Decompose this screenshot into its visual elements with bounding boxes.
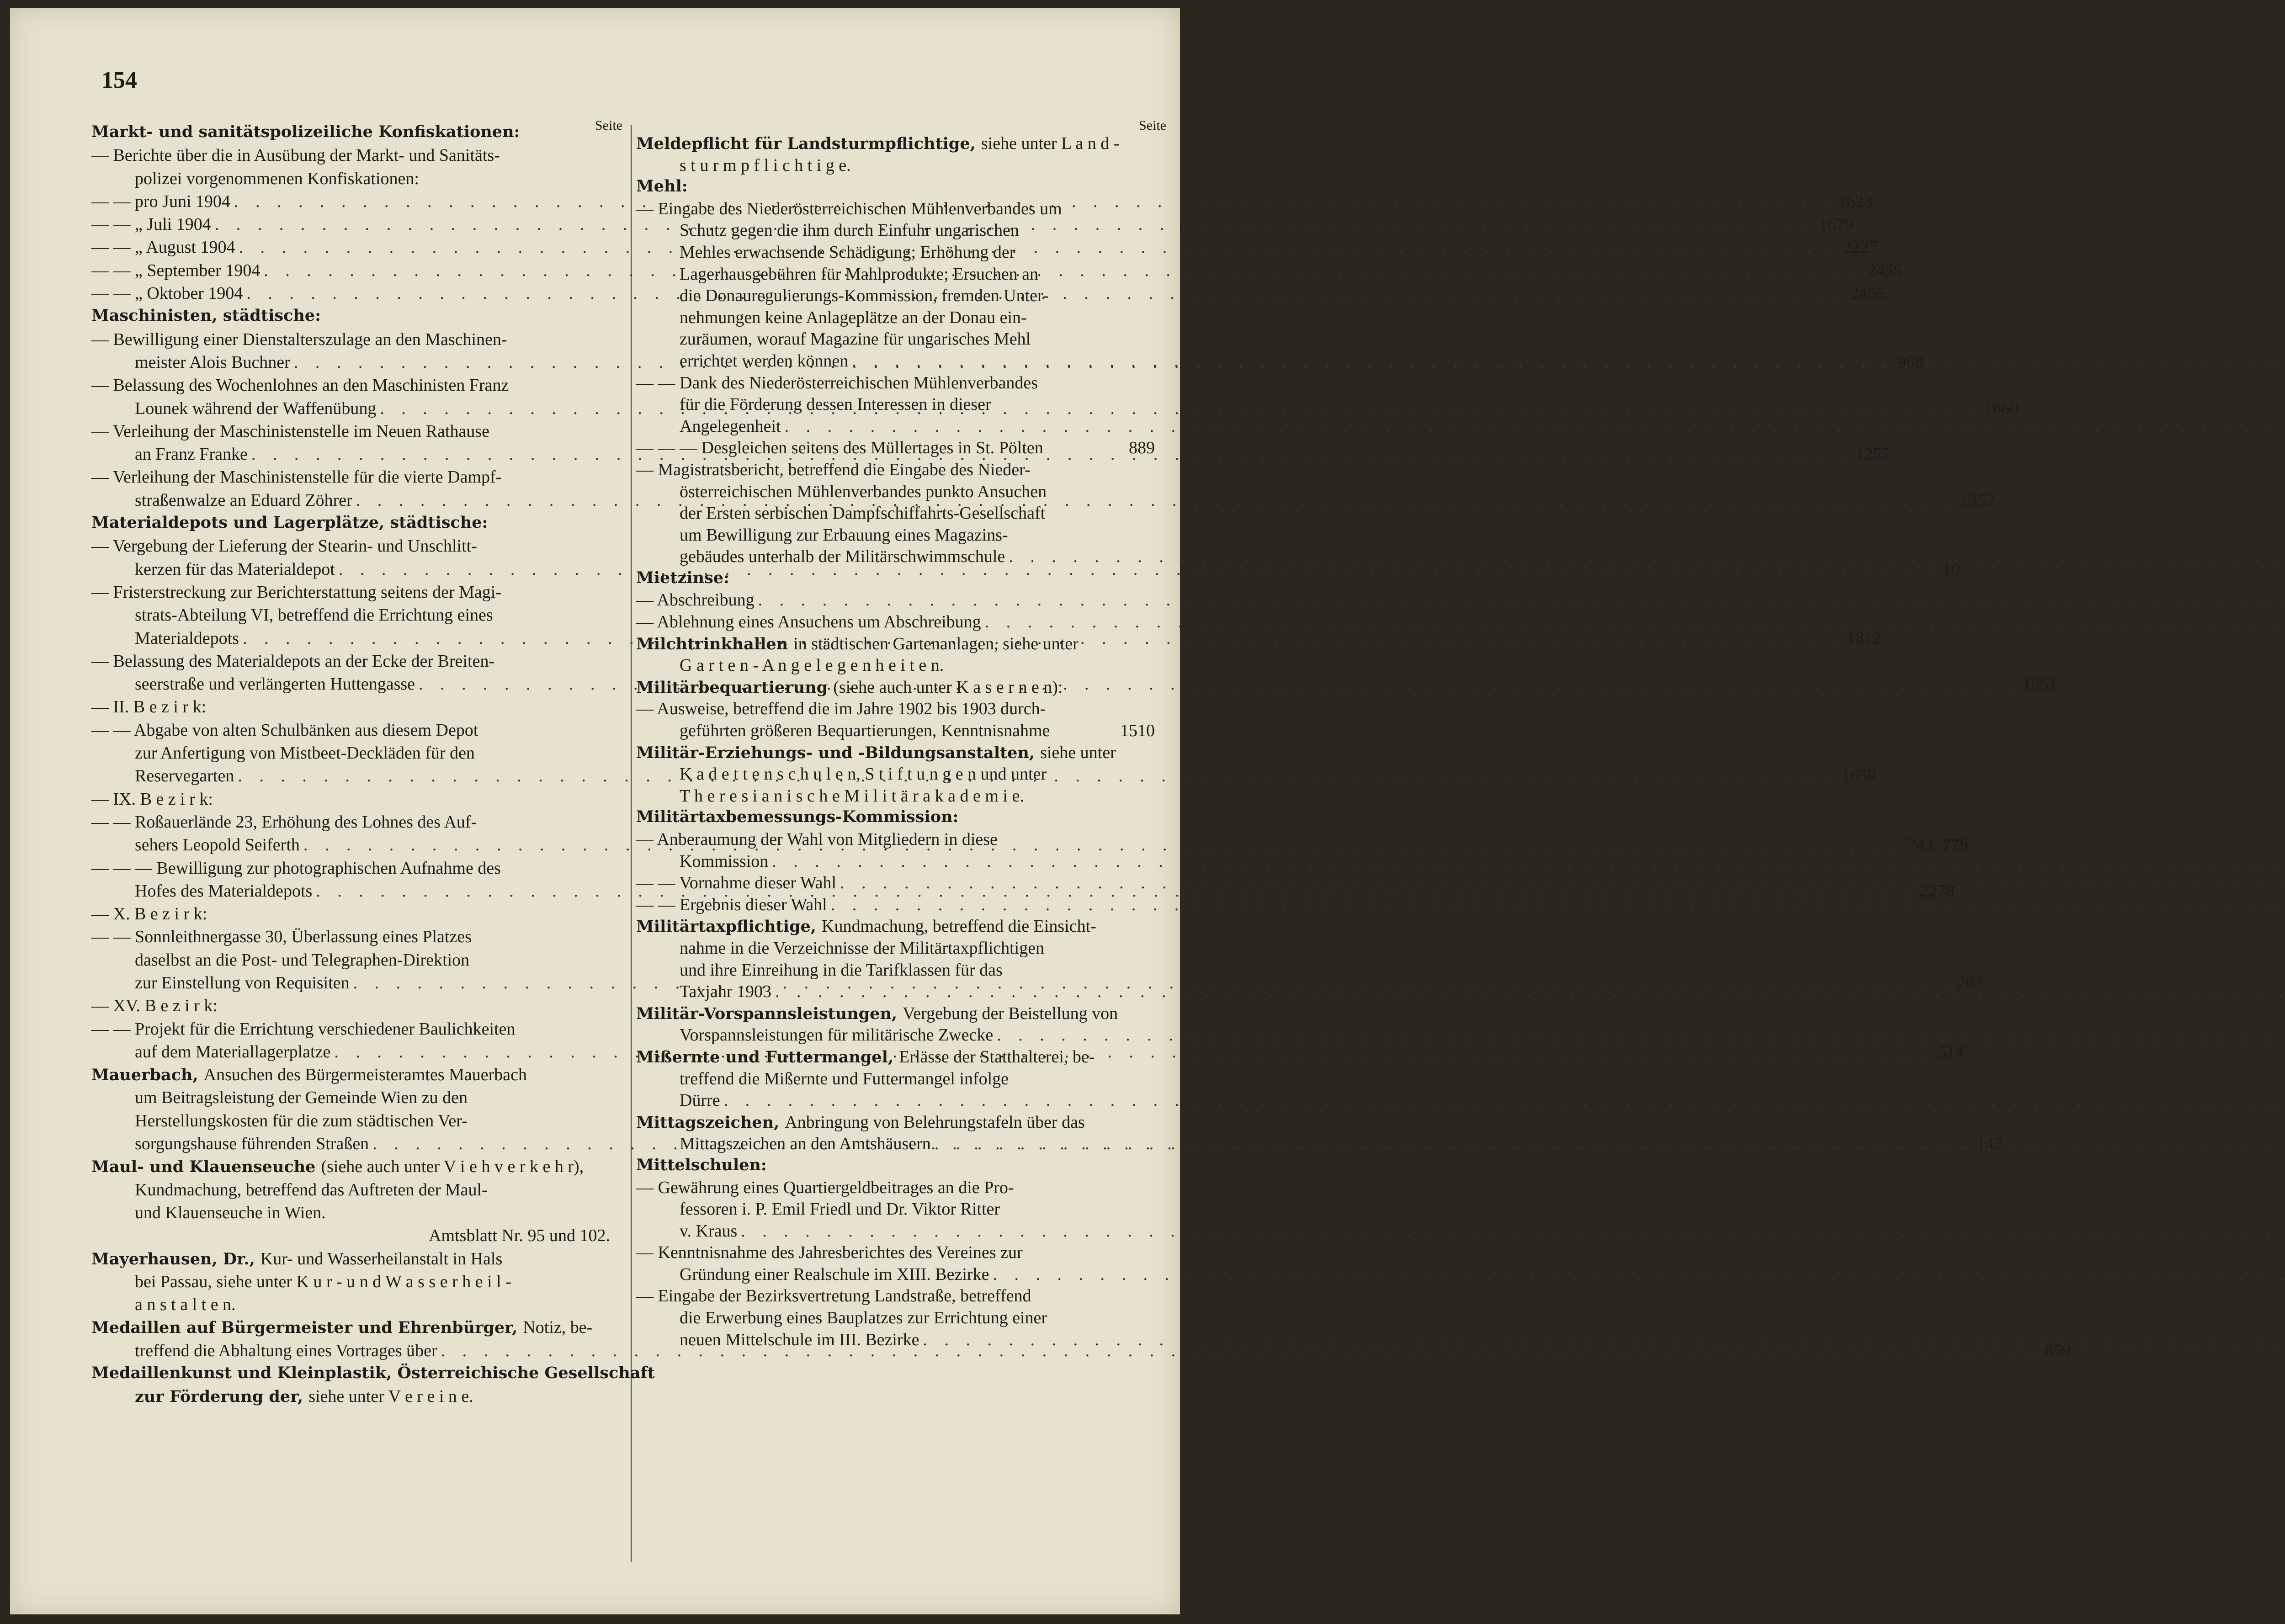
entry-text: — Verleihung der Maschinistenstelle im Neuen Rathause <box>91 421 489 441</box>
entry-heading: Militär-Vorspannsleistungen, <box>636 1004 898 1023</box>
entry-text: — — Abgabe von alten Schulbänken aus diesem Depot <box>91 720 478 740</box>
index-heading-line <box>91 1157 610 1179</box>
entry-heading: Mittagszeichen, <box>636 1113 780 1132</box>
index-entry-line <box>636 1308 1155 1330</box>
index-entry-line <box>636 1330 1155 1352</box>
entry-heading: Milchtrinkhallen <box>636 634 788 653</box>
index-heading-line <box>636 1003 1155 1025</box>
index-entry-line <box>636 286 1155 308</box>
entry-text: Kundmachung, betreffend das Auftreten der Maul- <box>135 1180 488 1199</box>
entry-text: Amtsblatt Nr. 95 und 102. <box>429 1226 610 1246</box>
entry-text: Kur- und Wasserheilanstalt in Hals <box>260 1249 503 1268</box>
entry-text: Ansuchen des Bürgermeisteramtes Mauerbach <box>203 1065 527 1085</box>
entry-text: — IX. B e z i r k: <box>91 789 213 809</box>
entry-text: — X. B e z i r k: <box>91 904 207 924</box>
entry-text: T h e r e s i a n i s c h e M i l i t ä r a k a d e m i e. <box>680 786 1024 806</box>
entry-text: für die Förderung dessen Interessen in dieser <box>680 395 991 414</box>
index-entry-line <box>636 1134 1155 1156</box>
index-entry-line <box>636 220 1155 242</box>
entry-text: Mittagszeichen an den Amtshäusern <box>680 1134 931 1154</box>
entry-heading: Militärbequartierung <box>636 678 828 697</box>
index-entry-line <box>636 329 1155 351</box>
index-entry-line <box>91 467 610 490</box>
dot-leader <box>935 1134 2285 1154</box>
index-entry-line <box>636 155 1155 177</box>
page-ref: 2278 <box>1919 881 1955 901</box>
entry-heading: Maul- und Klauenseuche <box>91 1157 316 1177</box>
page-ref: 1961 <box>2022 674 2057 694</box>
page-ref: 2455 <box>1867 260 1902 280</box>
entry-text: Lounek während der Waffenübung <box>135 398 377 418</box>
index-heading-line <box>91 1317 610 1340</box>
entry-text: — — „ August 1904 <box>91 238 235 257</box>
index-entry-line <box>636 829 1155 851</box>
entry-text: — XV. B e z i r k: <box>91 996 218 1016</box>
entry-text: v. Kraus <box>680 1221 738 1241</box>
index-entry-line <box>91 421 610 444</box>
index-entry-line <box>636 503 1155 525</box>
entry-text: — — pro Juni 1904 <box>91 191 230 211</box>
index-entry-line <box>91 1111 610 1134</box>
entry-text: straßenwalze an Eduard Zöhrer <box>135 490 352 510</box>
entry-text: — Ablehnung eines Ansuchens um Abschreibung <box>636 612 981 632</box>
index-heading-line <box>91 122 610 145</box>
index-entry-line <box>636 1178 1155 1199</box>
index-entry-line <box>636 982 1155 1003</box>
index-entry-line <box>91 1341 2071 1364</box>
entry-text: gebäudes unterhalb der Militärschwimmschule <box>680 547 1005 567</box>
entry-text: — — „ Juli 1904 <box>91 215 211 234</box>
index-heading-line <box>636 807 1155 829</box>
index-entry-line <box>636 308 1155 329</box>
page-ref: 1255 <box>1855 445 1890 464</box>
dot-leader <box>380 398 1980 419</box>
index-entry-line <box>91 536 610 559</box>
page-ref: 1660 <box>1983 398 2019 418</box>
entry-text: der Ersten serbischen Dampfschiffahrts-Gesellschaft <box>680 504 1046 523</box>
index-entry-line <box>91 1203 610 1226</box>
entry-heading: Militär-Erziehungs- und -Bildungsanstalten, <box>636 743 1035 762</box>
entry-text: siehe unter <box>1040 743 1116 762</box>
index-entry-line <box>636 938 1155 960</box>
entry-text: die Erwerbung eines Bauplatzes zur Errichtung einer <box>680 1308 1047 1328</box>
index-heading-line <box>91 1386 610 1409</box>
index-entry-line <box>636 873 1155 895</box>
entry-heading: Meldepflicht für Landsturmpflichtige, <box>636 134 976 153</box>
entry-text: — Belassung des Wochenlohnes an den Maschinisten Franz <box>91 376 509 395</box>
entry-text: in städtischen Gartenanlagen, siehe unter <box>793 634 1079 653</box>
index-heading-line <box>91 1065 610 1088</box>
entry-text: siehe unter L a n d - <box>981 134 1120 153</box>
index-heading-line <box>636 177 1155 199</box>
index-entry-line <box>636 351 1155 373</box>
entry-text: Reservegarten <box>135 766 234 786</box>
entry-text: und Klauenseuche in Wien. <box>135 1203 326 1222</box>
index-entry-line <box>636 786 1155 808</box>
index-entry-line <box>91 743 610 766</box>
index-entry-line <box>636 1264 1155 1286</box>
dot-leader <box>758 590 2285 610</box>
entry-heading: Militärtaxbemessungs-Kommission: <box>636 807 959 827</box>
entry-heading: Medaillen auf Bürgermeister und Ehrenbürger, <box>91 1318 518 1337</box>
entry-text: Hofes des Materialdepots <box>135 881 313 901</box>
entry-text: — Kenntnisnahme des Jahresberichtes des Vereines zur <box>636 1243 1023 1263</box>
entry-text: die Donauregulierungs-Kommission, fremden Unter- <box>680 286 1049 306</box>
entry-text: — Anberaumung der Wahl von Mitgliedern in diese <box>636 830 998 849</box>
index-entry-line <box>636 1025 1155 1047</box>
index-entry-line <box>636 482 1155 504</box>
index-entry-line <box>91 812 610 835</box>
index-entry-line <box>636 525 1155 547</box>
index-entry-line <box>91 789 610 812</box>
entry-text: — — Projekt für die Errichtung verschiedener Baulichkeiten <box>91 1019 515 1039</box>
page-ref-bold: 779 <box>1942 835 1968 855</box>
entry-text: — — „ September 1904 <box>91 260 260 280</box>
dot-leader <box>1009 547 2285 567</box>
entry-text: — — — Desgleichen seitens des Müllertages in St. Pölten <box>636 438 1043 458</box>
entry-text: — II. B e z i r k: <box>91 697 207 717</box>
page-ref: 2455 <box>1850 284 1885 303</box>
dot-leader <box>993 1264 2285 1284</box>
entry-text: — — Vornahme dieser Wahl <box>636 873 837 893</box>
index-entry-line <box>91 375 610 398</box>
index-entry-line <box>91 1226 610 1248</box>
entry-text: s t u r m p f l i c h t i g e. <box>680 155 851 175</box>
entry-text: — Vergebung der Lieferung der Stearin- und Unschlitt- <box>91 536 477 556</box>
dot-leader <box>741 1221 2285 1241</box>
entry-heading: Mietzinse: <box>636 568 729 587</box>
index-entry-line <box>636 960 1155 982</box>
index-heading-line <box>636 677 1155 699</box>
entry-text: — Magistratsbericht, betreffend die Eingabe des Nieder- <box>636 460 1031 479</box>
entry-text: — — Ergebnis dieser Wahl <box>636 895 827 914</box>
index-entry-line <box>91 904 610 927</box>
index-entry-line <box>91 1088 610 1110</box>
entry-text: Anbringung von Belehrungstafeln über das <box>785 1112 1085 1132</box>
page-ref: 1623 <box>1838 191 1873 211</box>
entry-text: — Ausweise, betreffend die im Jahre 1902 bis 1903 durch- <box>636 699 1046 719</box>
entry-text: Taxjahr 1903 <box>680 982 772 1002</box>
entry-text: G a r t e n - A n g e l e g e n h e i t e n. <box>680 656 944 675</box>
entry-heading: Markt- und sanitätspolizeiliche Konfiskationen: <box>91 122 520 141</box>
entry-text: um Bewilligung zur Erbauung eines Magazins- <box>680 525 1008 545</box>
entry-heading: Mißernte und Futtermangel, <box>636 1047 894 1067</box>
index-entry-line <box>636 547 1155 568</box>
dot-leader <box>772 851 2285 871</box>
dot-leader <box>923 1330 2285 1350</box>
index-entry-line <box>636 199 1155 221</box>
entry-text: siehe unter V e r e i n e. <box>308 1387 473 1406</box>
page-ref: 908 <box>1897 352 1924 372</box>
index-entry-line <box>636 242 1155 264</box>
entry-text: — — Dank des Niederösterreichischen Mühlenverbandes <box>636 373 1038 393</box>
index-entry-line <box>91 651 610 674</box>
entry-text: Herstellungskosten für die zum städtischen Ver- <box>135 1111 468 1130</box>
entry-text: — — — Bewilligung zur photographischen Aufnahme des <box>91 858 501 878</box>
entry-text: Lagerhausgebühren für Mahlprodukte; Ersuchen an <box>680 264 1039 284</box>
entry-text: nahme in die Verzeichnisse der Militärtaxpflichtigen <box>680 938 1045 958</box>
entry-text: polizei vorgenommenen Konfiskationen: <box>135 169 419 188</box>
page-ref: 1679 <box>1818 215 1854 234</box>
entry-text: und ihre Einreihung in die Tarifklassen für das <box>680 960 1003 980</box>
entry-text: fessoren i. P. Emil Friedl und Dr. Viktor Ritter <box>680 1199 1000 1219</box>
entry-text: kerzen für das Materialdepot <box>135 559 335 579</box>
index-entry-line <box>636 264 1155 286</box>
index-entry-line <box>91 996 610 1019</box>
entry-text: — Belassung des Materialdepots an der Ecke der Breiten- <box>91 651 495 671</box>
index-heading-line <box>636 1047 1155 1069</box>
entry-text: neuen Mittelschule im III. Bezirke <box>680 1330 919 1349</box>
dot-leader <box>997 1025 2285 1045</box>
index-entry-line <box>91 1180 610 1203</box>
entry-text: — Abschreibung <box>636 590 755 610</box>
index-entry-line <box>91 605 610 628</box>
dot-leader <box>985 612 2285 632</box>
index-entry-line <box>91 145 610 168</box>
entry-heading: Mauerbach, <box>91 1066 198 1085</box>
entry-text: — Verleihung der Maschinistenstelle für die vierte Dampf- <box>91 467 502 487</box>
index-entry-line <box>636 1242 1155 1264</box>
entry-text: daselbst an die Post- und Telegraphen-Direktion <box>135 950 470 970</box>
entry-text: Kundmachung, betreffend die Einsicht- <box>822 917 1096 936</box>
index-entry-line <box>636 460 1155 482</box>
index-entry-line <box>636 895 1155 917</box>
index-heading-line <box>91 513 610 536</box>
entry-text: Dürre <box>680 1091 720 1110</box>
index-entry-line <box>91 1295 610 1317</box>
page-ref: 10 <box>1942 559 1960 579</box>
entry-text: — Eingabe des Niederösterreichischen Mühlenverbandes um <box>636 199 1062 218</box>
entry-text: zuräumen, worauf Magazine für ungarisches Mehl <box>680 329 1031 349</box>
index-entry-line <box>91 697 610 720</box>
entry-text: zur Einstellung von Requisiten <box>135 973 350 992</box>
page-ref: 514 <box>1938 1042 1964 1061</box>
entry-text: Vorspannsleistungen für militärische Zwecke <box>680 1025 994 1045</box>
entry-text: sehers Leopold Seiferth <box>135 835 300 855</box>
index-entry-line <box>636 612 1155 634</box>
entry-text: Mehles erwachsende Schädigung; Erhöhung der <box>680 242 1015 262</box>
index-heading-line <box>636 568 1155 590</box>
entry-text: zur Anfertigung von Mistbeet-Deckläden für den <box>135 743 475 763</box>
seite-label-left: Seite <box>595 118 622 133</box>
entry-text: Vergebung der Beistellung von <box>903 1003 1118 1023</box>
index-entry-line <box>636 394 1155 416</box>
entry-text: — — „ Oktober 1904 <box>91 284 243 303</box>
index-entry-line <box>636 1221 1155 1243</box>
index-entry-line <box>91 927 610 950</box>
page-ref: 203 <box>1957 973 1983 992</box>
entry-text: (siehe auch unter K a s e r n e n): <box>833 677 1063 697</box>
index-entry-line <box>636 416 1155 438</box>
entry-text: errichtet werden können <box>680 351 849 371</box>
page-ref: 142 <box>1976 1134 2003 1154</box>
index-entry-line <box>636 373 1155 395</box>
index-entry-line <box>91 950 610 973</box>
entry-text: — Fristerstreckung zur Berichterstattung seitens der Magi- <box>91 582 501 602</box>
entry-heading: Mayerhausen, Dr., <box>91 1249 255 1268</box>
page-ref: 1659 <box>1841 766 1876 786</box>
index-entry-line <box>91 329 610 352</box>
index-entry-line <box>91 169 610 191</box>
index-heading-line <box>91 306 610 329</box>
entry-text: meister Alois Buchner <box>135 352 290 372</box>
page-ref: 2227 <box>1843 238 1878 257</box>
entry-text: an Franz Franke <box>135 445 248 464</box>
index-heading-line <box>636 743 1155 764</box>
entry-heading: Materialdepots und Lagerplätze, städtische: <box>91 513 488 532</box>
entry-text: seerstraße und verlängerten Huttengasse <box>135 674 415 694</box>
entry-text: Kommission <box>680 851 769 871</box>
index-entry-line <box>636 1199 1155 1221</box>
index-entry-line <box>91 720 610 743</box>
entry-text: treffend die Abhaltung eines Vortrages über <box>135 1341 437 1360</box>
entry-text: — — Sonnleithnergasse 30, Überlassung eines Platzes <box>91 927 472 947</box>
index-heading-line <box>636 634 1155 656</box>
index-entry-line <box>636 764 1155 786</box>
entry-text: auf dem Materiallagerplatze <box>135 1042 331 1061</box>
entry-heading: Medaillenkunst und Kleinplastik, Österreichische Gesellschaft <box>91 1364 655 1383</box>
entry-text: — Gewährung eines Quartiergeldbeitrages an die Pro- <box>636 1178 1014 1197</box>
dot-leader <box>785 416 2285 436</box>
index-entry-line <box>636 1069 1155 1091</box>
page-ref: 889 <box>1129 438 1155 458</box>
dot-leader <box>852 351 2285 371</box>
index-heading-line <box>636 1156 1155 1178</box>
index-heading-line <box>91 1364 655 1386</box>
index-entry-line <box>636 1286 1155 1308</box>
dot-leader <box>356 490 1956 510</box>
index-entry-line <box>636 655 1155 677</box>
page-number: 154 <box>101 67 137 93</box>
entry-text: treffend die Mißernte und Futtermangel infolge <box>680 1069 1009 1088</box>
entry-text: Materialdepots <box>135 628 239 648</box>
index-entry-line <box>636 699 1155 721</box>
entry-heading: Maschinisten, städtische: <box>91 306 321 325</box>
dot-leader <box>831 895 2285 915</box>
entry-text: (siehe auch unter V i e h v e r k e h r), <box>321 1157 584 1177</box>
index-entry-line <box>636 721 1155 743</box>
index-entry-line <box>636 851 1155 873</box>
entry-text: — Berichte über die in Ausübung der Markt- und Sanitäts- <box>91 146 500 165</box>
index-entry-line <box>636 438 1155 460</box>
entry-text: Erlässe der Statthalterei, be- <box>899 1047 1095 1067</box>
entry-text: nehmungen keine Anlageplätze an der Donau ein- <box>680 308 1027 327</box>
index-entry-line <box>636 1090 1155 1112</box>
entry-text: um Beitragsleistung der Gemeinde Wien zu den <box>135 1088 468 1108</box>
entry-heading: Militärtaxpflichtige, <box>636 917 816 936</box>
entry-text: sorgungshause führenden Straßen <box>135 1134 369 1154</box>
index-heading-line <box>91 1249 610 1272</box>
index-entry-line <box>91 858 610 881</box>
entry-text: strats-Abteilung VI, betreffend die Errichtung eines <box>135 605 493 625</box>
entry-text: K a d e t t e n s c h u l e n, S t i f t u n g e n und unter <box>680 764 1047 784</box>
index-heading-line <box>636 1112 1155 1134</box>
page-ref: 743, <box>1907 835 1938 855</box>
dot-leader <box>724 1090 2285 1110</box>
entry-text: österreichischen Mühlenverbandes punkto Ansuchen <box>680 482 1047 501</box>
dot-leader <box>775 982 2285 1002</box>
page-ref: 1812 <box>1846 628 1881 648</box>
entry-heading: zur Förderung der, <box>135 1387 303 1406</box>
index-heading-line <box>636 133 1155 155</box>
seite-label-right: Seite <box>1139 118 1166 133</box>
index-entry-line <box>636 590 1155 612</box>
index-entry-line <box>91 1019 610 1042</box>
entry-text: Angelegenheit <box>680 416 781 436</box>
entry-text: a n s t a l t e n. <box>135 1295 236 1315</box>
entry-heading: Mehl: <box>636 177 688 196</box>
dot-leader <box>840 873 2285 893</box>
entry-text: — Bewilligung einer Dienstalterszulage an den Maschinen- <box>91 329 507 349</box>
index-entry-line <box>91 582 610 605</box>
right-column <box>636 133 1155 1351</box>
entry-text: bei Passau, siehe unter K u r - u n d W a s s e r h e i l - <box>135 1272 511 1291</box>
page-ref: 859 <box>2045 1341 2071 1360</box>
entry-text: Notiz, be- <box>523 1318 593 1337</box>
entry-text: Gründung einer Realschule im XIII. Bezirke <box>680 1264 989 1284</box>
entry-text: — Eingabe der Bezirksvertretung Landstraße, betreffend <box>636 1286 1031 1306</box>
entry-text: — — Roßauerlände 23, Erhöhung des Lohnes des Auf- <box>91 812 477 832</box>
entry-heading: Mittelschulen: <box>636 1155 767 1174</box>
entry-text: geführten größeren Bequartierungen, Kenntnisnahme <box>680 721 1050 741</box>
index-heading-line <box>636 916 1155 938</box>
index-entry-line <box>91 1272 610 1295</box>
page-ref: 1510 <box>1120 721 1155 741</box>
page-ref: 1352 <box>1960 490 1995 510</box>
entry-text: Schutz gegen die ihm durch Einfuhr ungarischen <box>680 221 1019 240</box>
